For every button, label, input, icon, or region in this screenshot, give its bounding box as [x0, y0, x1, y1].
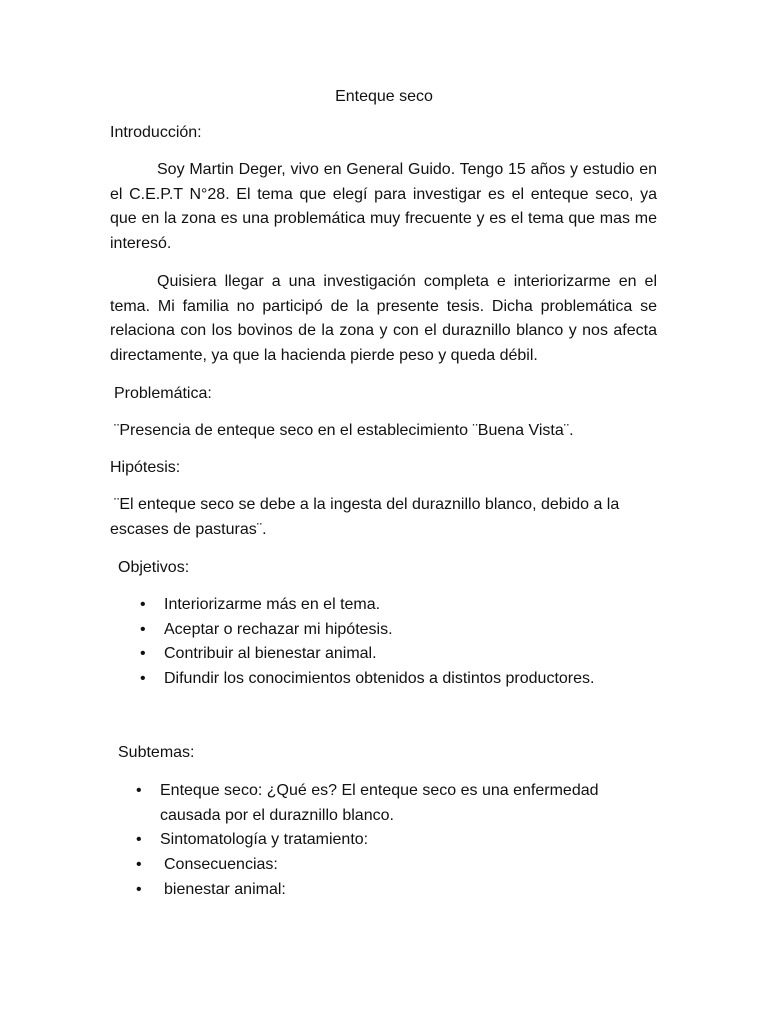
list-item	[110, 642, 670, 667]
subtopic-text: bienestar animal:	[164, 880, 286, 898]
problem-heading: Problemática:	[114, 385, 212, 402]
bullet-icon: •	[140, 670, 146, 688]
list-item	[110, 828, 630, 853]
subtopic-text: Enteque seco: ¿Qué es? El enteque seco es una enfermedad causada por el duraznillo blanco.	[160, 782, 599, 824]
bullet-icon: •	[136, 880, 142, 898]
bullet-icon: •	[140, 620, 146, 638]
list-item	[110, 593, 670, 618]
intro-paragraph-1: Soy Martin Deger, vivo en General Guido. Tengo 15 años y estudio en el C.E.P.T N°28. El tema que elegí para investigar es el enteque seco, ya que en la zona es una problemática muy frecuente y es el tema que mas me interesó.	[110, 161, 657, 253]
list-item	[110, 853, 634, 878]
bullet-icon: •	[136, 782, 142, 799]
objective-text: Interiorizarme más en el tema.	[164, 596, 381, 613]
list-item	[110, 779, 630, 828]
hypothesis-text-line-1: ¨El enteque seco se debe a la ingesta del duraznillo blanco, debido a la	[114, 496, 620, 513]
intro-heading: Introducción:	[110, 124, 202, 141]
list-item	[110, 667, 670, 692]
hypothesis-heading: Hipótesis:	[110, 459, 181, 476]
subtopic-text: Sintomatología y tratamiento:	[160, 831, 369, 849]
bullet-icon: •	[136, 831, 142, 849]
subtopic-text: Consecuencias:	[164, 856, 278, 874]
objective-text: Aceptar o rechazar mi hipótesis.	[164, 620, 393, 638]
intro-paragraph-2: Quisiera llegar a una investigación completa e interiorizarme en el tema. Mi familia no participó de la presente tesis. Dicha problemática se relaciona con los bovinos de la zona y con el duraznillo blanco y nos afecta directamente, ya que la hacienda pierde peso y queda débil.	[110, 273, 657, 365]
bullet-icon: •	[140, 596, 146, 613]
objectives-list	[110, 593, 670, 692]
problem-text: ¨Presencia de enteque seco en el establecimiento ¨Buena Vista¨.	[114, 422, 574, 439]
bullet-icon: •	[140, 645, 146, 663]
list-item	[110, 878, 634, 903]
objectives-heading: Objetivos:	[118, 559, 190, 576]
objective-text: Difundir los conocimientos obtenidos a distintos productores.	[164, 670, 595, 688]
objective-text: Contribuir al bienestar animal.	[164, 645, 377, 663]
document-title: Enteque seco	[335, 88, 433, 105]
bullet-icon: •	[136, 856, 142, 874]
hypothesis-text-line-2: escases de pasturas¨.	[110, 521, 267, 538]
subtopics-list	[110, 779, 634, 903]
list-item	[110, 618, 670, 643]
subtopics-heading: Subtemas:	[118, 744, 195, 761]
